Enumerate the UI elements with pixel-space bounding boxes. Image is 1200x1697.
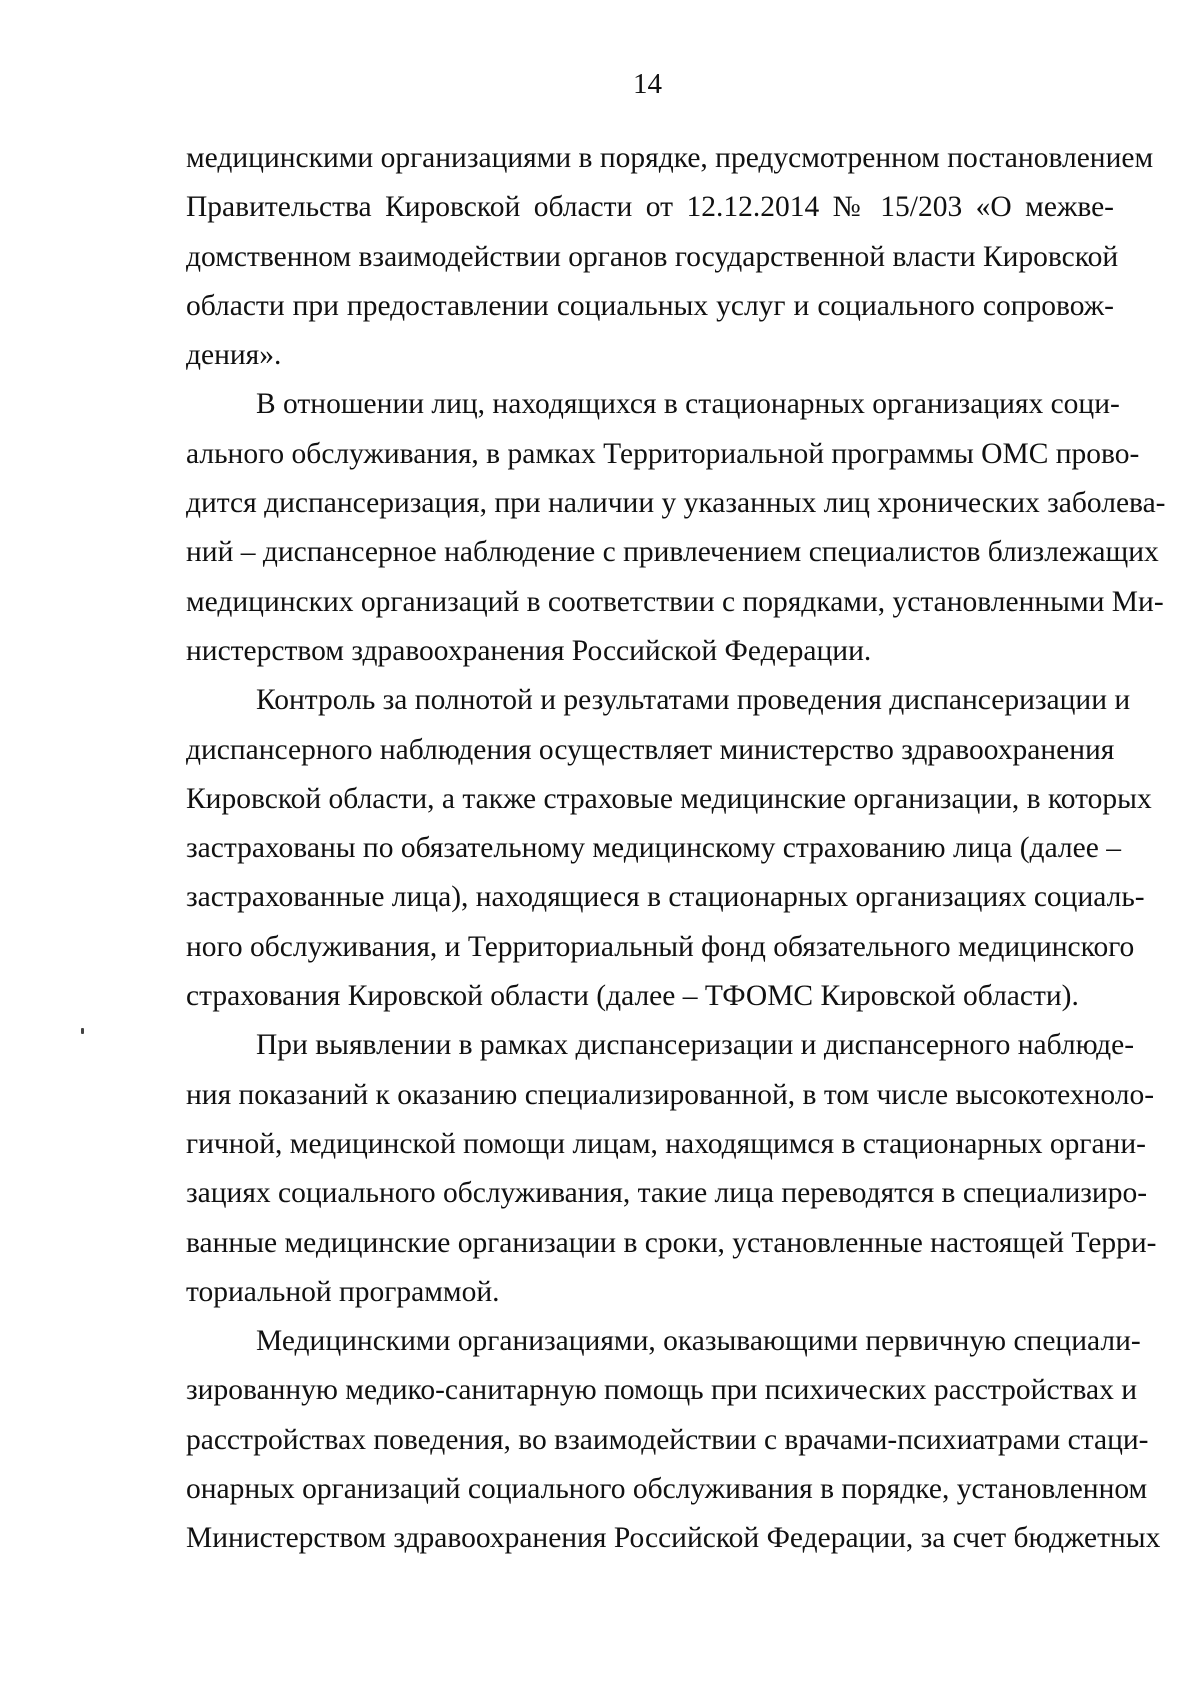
text-line: ального обслуживания, в рамках Территориальной программы ОМС прово- (186, 437, 1140, 470)
text-line: гичной, медицинской помощи лицам, находящимся в стационарных органи- (186, 1127, 1146, 1160)
page-number: 14 (633, 68, 662, 100)
text-line: ванные медицинские организации в сроки, установленные настоящей Терри- (186, 1226, 1157, 1259)
text-line: Кировской области, а также страховые медицинские организации, в которых (186, 782, 1152, 815)
text-line: нистерством здравоохранения Российской Федерации. (186, 634, 872, 667)
text-line: ния показаний к оказанию специализированной, в том числе высокотехноло- (186, 1078, 1155, 1111)
text-line: страхования Кировской области (далее – ТФОМС Кировской области). (186, 980, 1079, 1013)
text-line: Медицинскими организациями, оказывающими первичную специали- (256, 1325, 1141, 1358)
text-line: Правительства Кировской области от 12.12.2014 № 15/203 «О межве- (186, 191, 1114, 224)
text-line: домственном взаимодействии органов государственной власти Кировской (186, 240, 1119, 273)
text-line: дения». (186, 339, 282, 372)
text-line: зированную медико-санитарную помощь при психических расстройствах и (186, 1374, 1138, 1407)
text-line: застрахованные лица), находящиеся в стационарных организациях социаль- (186, 881, 1145, 914)
text-line: В отношении лиц, находящихся в стационарных организациях соци- (256, 388, 1120, 421)
text-line: медицинских организаций в соответствии с порядками, установленными Ми- (186, 585, 1164, 618)
text-line: застрахованы по обязательному медицинскому страхованию лица (далее – (186, 832, 1121, 865)
paragraph-2 (186, 380, 1166, 676)
paragraph-5 (186, 1317, 1161, 1563)
text-line: ний – диспансерное наблюдение с привлечением специалистов близлежащих (186, 536, 1159, 569)
paragraph-3 (186, 676, 1152, 1021)
text-line: медицинскими организациями в порядке, предусмотренном постановлением (186, 142, 1154, 174)
text-line: Министерством здравоохранения Российской Федерации, за счет бюджетных (186, 1522, 1161, 1555)
scan-speck (81, 1028, 84, 1034)
text-line: дится диспансеризация, при наличии у указанных лиц хронических заболева- (186, 487, 1166, 520)
text-line: расстройствах поведения, во взаимодействии с врачами-психиатрами стаци- (186, 1423, 1149, 1456)
text-line: зациях социального обслуживания, такие лица переводятся в специализиро- (186, 1177, 1148, 1210)
paragraph-1 (186, 134, 1154, 380)
document-body (186, 134, 1166, 1564)
text-line: При выявлении в рамках диспансеризации и диспансерного наблюде- (256, 1029, 1135, 1062)
text-line: ториальной программой. (186, 1275, 500, 1308)
text-line: онарных организаций социального обслуживания в порядке, установленном (186, 1473, 1148, 1506)
paragraph-4 (186, 1021, 1157, 1317)
text-line: области при предоставлении социальных услуг и социального сопровож- (186, 289, 1114, 322)
text-line: Контроль за полнотой и результатами проведения диспансеризации и (256, 684, 1131, 717)
text-line: диспансерного наблюдения осуществляет министерство здравоохранения (186, 733, 1115, 766)
text-line: ного обслуживания, и Территориальный фонд обязательного медицинского (186, 930, 1135, 963)
